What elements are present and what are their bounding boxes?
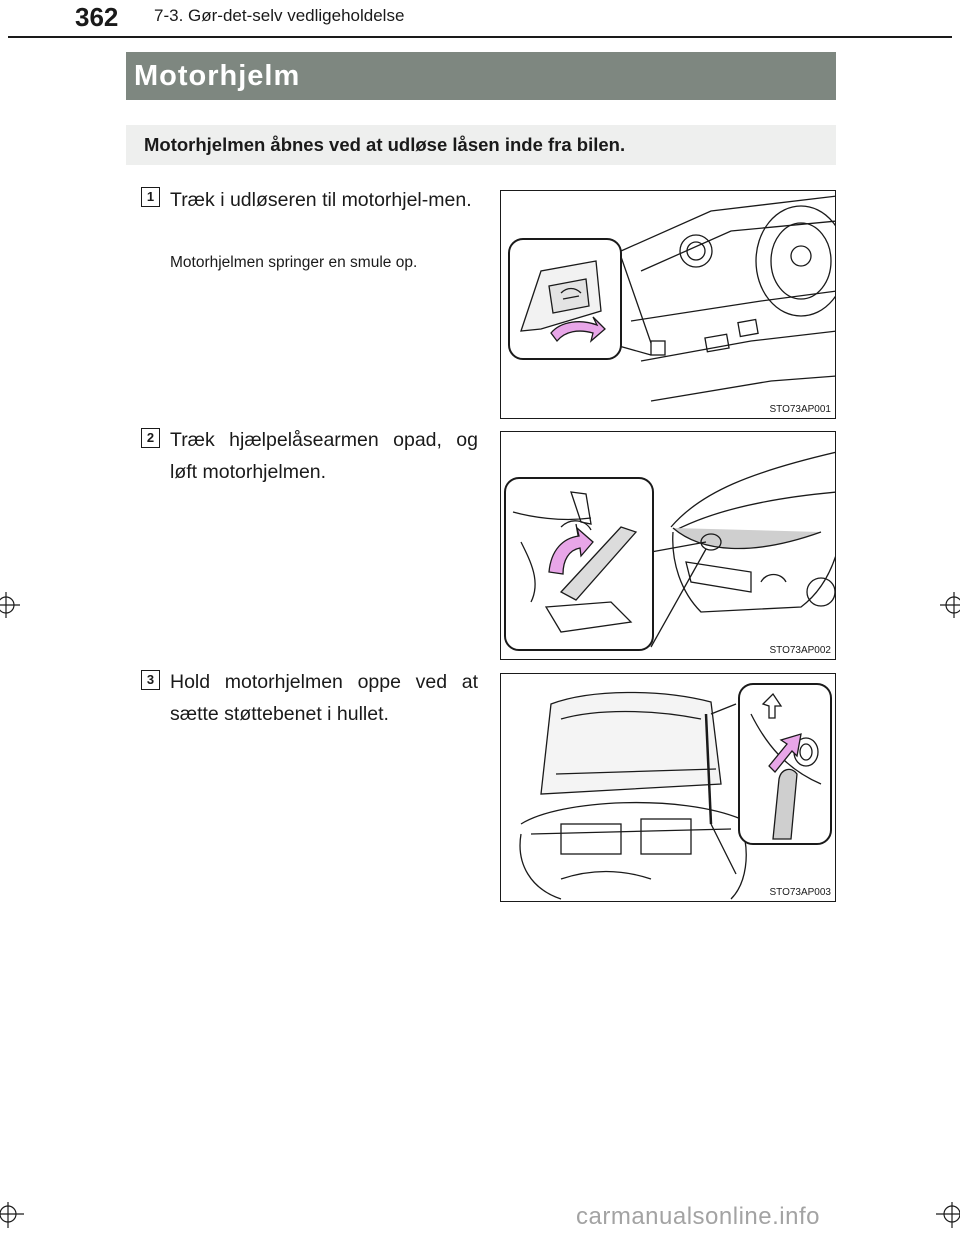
registration-mark-bottom-left [0, 1200, 26, 1230]
chapter-title: 7-3. Gør-det-selv vedligeholdelse [154, 6, 405, 25]
watermark: carmanualsonline.info [576, 1203, 820, 1230]
section-title-bar [126, 52, 836, 100]
step-number-3: 3 [141, 670, 160, 690]
figure-code-3: STO73AP003 [769, 887, 831, 898]
figure-code-2: STO73AP002 [769, 645, 831, 656]
header-rule [8, 36, 952, 38]
figure-auxiliary-catch-lever [500, 431, 836, 660]
step-number-2: 2 [141, 428, 160, 448]
illustration-auxiliary-catch [501, 432, 836, 660]
step-text-2: Træk hjælpelåsearmen opad, og løft motorhjelmen. [170, 429, 478, 483]
step-text-1: Træk i udløseren til motorhjel-men. [170, 189, 472, 211]
figure-hood-release-lever [500, 190, 836, 419]
registration-mark-left [0, 590, 22, 620]
step-text-3: Hold motorhjelmen oppe ved at sætte støttebenet i hullet. [170, 671, 478, 725]
figure-code-1: STO73AP001 [769, 404, 831, 415]
illustration-hood-release [501, 191, 836, 419]
step-note-1: Motorhjelmen springer en smule op. [170, 254, 418, 271]
step-number-1: 1 [141, 187, 160, 207]
registration-mark-bottom-right [934, 1200, 960, 1230]
figure-support-rod [500, 673, 836, 902]
section-title: Motorhjelm [134, 60, 301, 92]
intro-box [126, 125, 836, 165]
page-number: 362 [75, 2, 119, 32]
intro-text: Motorhjelmen åbnes ved at udløse låsen inde fra bilen. [144, 134, 626, 155]
illustration-support-rod [501, 674, 836, 902]
registration-mark-right [938, 590, 960, 620]
